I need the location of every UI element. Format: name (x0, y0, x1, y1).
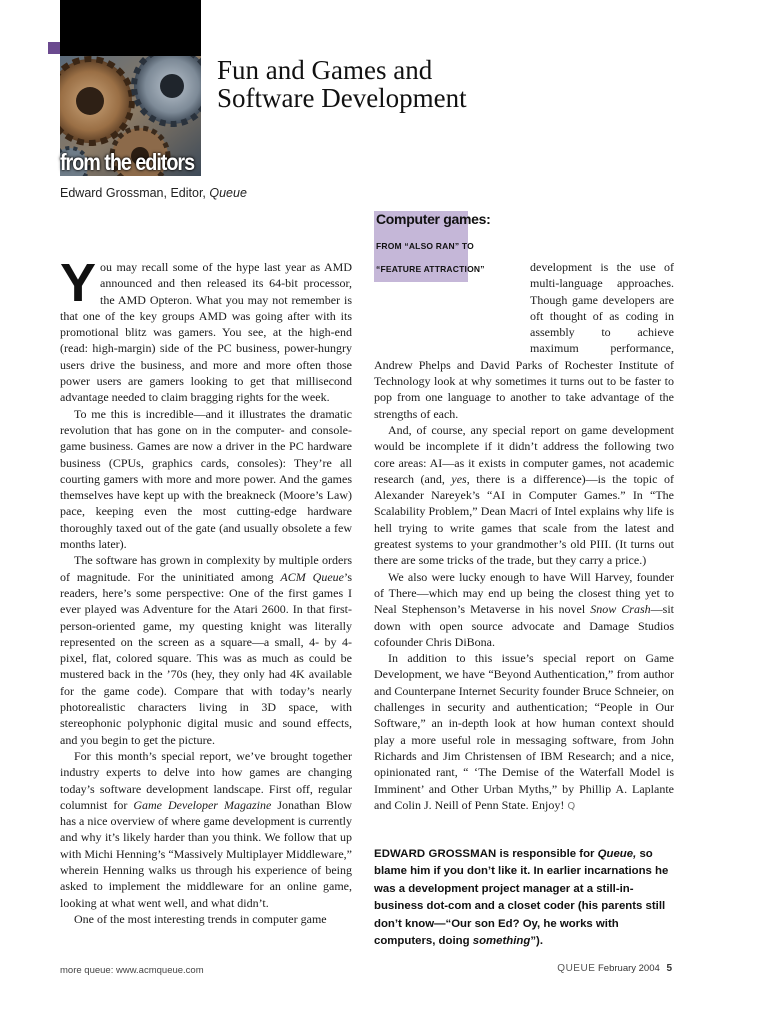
paragraph: development is the use of multi-language approaches. Though game developers are oft thought of as coding in assembly to achieve maximum performance, Andrew Phelps and David Parks of Rochester Institute of Technology look at why sometimes it turns out to be faster to pop from one language to another to take advantage of the strengths of each. (374, 260, 674, 421)
bio-something: something (472, 935, 531, 948)
byline-text: Edward Grossman, Editor, (60, 186, 210, 200)
paragraph (374, 569, 674, 650)
paragraph-text: ’s readers, here’s some perspective: One of the first games I ever played was Adventure for the Atari 2600. In that first-person-oriented game, my questing knight was literally represented on the screen as a square—a small, 4- by 4-pixel, flat, colored square. This was as much as could be mustered back in the ’70s (hey, they only had 4K available for the game code). Compare that with today’s nearly photorealistic characters living in 3D space, with stereophonic polyphonic digital music and sound effects, and you begin to get the picture. (60, 569, 352, 747)
sidebar-subheading-2: “FEATURE ATTRACTION” (376, 264, 485, 274)
paragraph: One of the most interesting trends in computer game (74, 911, 327, 926)
footer-magazine: QUEUE (557, 963, 596, 974)
paragraph (60, 253, 352, 406)
paragraph (60, 748, 352, 911)
header-black-block (60, 0, 201, 56)
italic-acm-queue: ACM Queue (280, 569, 344, 584)
page-number: 5 (666, 963, 672, 974)
footer-date: February 2004 (598, 963, 660, 974)
paragraph-text: And, of course, any special report on game development would be incomplete if it didn’t address the following two core areas: AI—as it exists in computer games, not academic research (and, (374, 422, 674, 486)
italic-snow-crash: Snow Crash (590, 602, 651, 617)
italic-magazine: Game Developer Magazine (133, 797, 272, 812)
paragraph-text: , there is a difference)—is the topic of Alexander Nareyek’s “AI in Computer Games.” In “The Scalability Problem,” Dean Macri of Intel explains why life is hell trying to write games that scale from the latest and greatest systems to your grandmother’s old PIII. (It turns out there are some tricks of the trade, but they carry a price.) (374, 471, 674, 568)
paragraph (374, 650, 674, 815)
footer-url: more queue: www.acmqueue.com (60, 965, 204, 976)
article-column-left (60, 253, 352, 927)
byline-publication: Queue (209, 186, 247, 200)
paragraph: To me this is incredible—and it illustrates the dramatic revolution that has gone on in the computer- and console-game business. Games are now a driver in the PC hardware business (CPUs, graphics cards, consoles): They’re all courting gamers with more and more power. And the games themselves have kept up with the breakneck (Moore’s Law) pace, keeping even the most cutting-edge hardware thoroughly taxed out of the gate (and usually obsolete a few months later). (60, 406, 352, 552)
article-title (217, 56, 637, 112)
paragraph-text: —sit down with open source advocate and Damage Studios cofounder Chris DiBona. (374, 602, 674, 649)
footer-folio (557, 963, 672, 974)
paragraph-text: ou may recall some of the hype last year as AMD announced and then released its 64-bit processor, the AMD Opteron. What you may not remember is that one of the key groups AMD was going after with its promotional blitz was gamers. You see, at the high-end (read: high-margin) side of the PC business, power-hungry users drive the business, and more and more often those power users are gamers looking to get that millisecond advantage needed to claim bragging rights for the week. (60, 260, 352, 405)
paragraph-text: The software has grown in complexity by multiple orders of magnitude. For the uninitiated among (60, 553, 352, 584)
title-line-1: Fun and Games and (217, 55, 433, 85)
paragraph-text: Jonathan Blow has a nice overview of where game development is currently and why it’s likely harder than you think. We follow that up with Michi Henning’s “Massively Multiplayer Middleware,” wherein Henning walks us through his experience of being asked to implement the middleware for an online game, looking at what went well, and what didn’t. (60, 797, 352, 910)
sidebar-subheading-1: FROM “ALSO RAN” TO (376, 241, 474, 251)
sidebar-spacer (374, 259, 530, 345)
section-label: from the editors (60, 149, 195, 175)
italic-yes: yes (451, 471, 467, 486)
bio-text: is responsible for (496, 848, 598, 860)
paragraph (374, 422, 674, 569)
byline (60, 186, 247, 200)
drop-cap: Y (60, 253, 97, 313)
header-accent-square (48, 42, 60, 54)
bio-queue: Queue, (597, 848, 637, 860)
author-bio (374, 846, 674, 950)
paragraph-text: In addition to this issue’s special report on Game Development, we have “Beyond Authentication,” from author and Counterpane Internet Security founder Bruce Schneier, on challenges in security and authentication; “People in Our Software,” an in-depth look at how human context should play a more useful role in messaging software, from John Richards and Jim Christensen of IBM Research; and a nice, opinionated rant, “ ‘The Demise of the Waterfall Model is Imminent’ and Other Urban Myths,” by Phillip A. Laplante and Colin J. Neill of Penn State. Enjoy! (374, 651, 674, 812)
queue-end-mark-icon: Q (567, 800, 576, 812)
title-line-2: Software Development (217, 83, 467, 113)
article-column-right (374, 259, 674, 815)
paragraph-text: We also were lucky enough to have Will Harvey, founder of There—which may end up being the closest thing yet to Neal Stephenson’s Metaverse in his novel (374, 569, 674, 617)
bio-text: ”). (530, 935, 543, 948)
paragraph (60, 552, 352, 748)
sidebar-heading: Computer games: (376, 211, 491, 227)
paragraph-text: For this month’s special report, we’ve brought together industry experts to delve into how games are changing today’s software development landscape. First off, regular columnist for (60, 748, 352, 812)
bio-text: so blame him if you don’t like it. In earlier incarnations he was a development project manager at a still-in-business dot-com and a closet coder (his parents still don’t know—“Our son Ed? Oy, he works with computers, doing (374, 848, 669, 948)
bio-name: EDWARD GROSSMAN (374, 848, 497, 860)
